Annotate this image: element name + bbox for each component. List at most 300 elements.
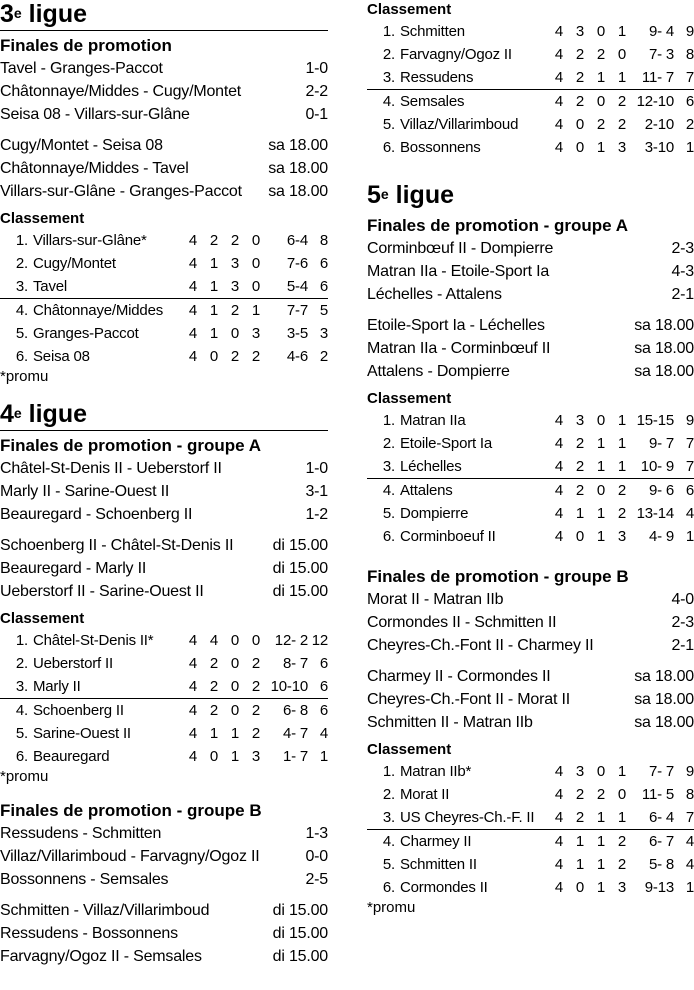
standings-title: Classement (367, 390, 452, 407)
standings-team: Cormondes II (400, 879, 488, 896)
standings-rank: 1. (15, 232, 28, 249)
standings-title: Classement (367, 1, 452, 18)
standings-team: Beauregard (33, 748, 110, 765)
standings-played: 4 (188, 655, 197, 672)
fixture-score: sa 18.00 (634, 691, 694, 708)
standings-played: 4 (542, 806, 563, 830)
spacer (367, 306, 694, 314)
result-score: 4-0 (671, 591, 694, 608)
standings-rank: 3. (0, 275, 33, 299)
result-teams: Bossonnens - Semsales (0, 871, 169, 888)
standings-goals: 4- 7 (282, 725, 308, 742)
result-score: 1-3 (305, 825, 328, 842)
standings-losses: 3 (617, 528, 626, 545)
result-score: 2-5 (305, 871, 328, 888)
standings-goals: 11- 7 (626, 66, 674, 90)
result-score: 2-3 (671, 240, 694, 257)
standings-rank: 5. (382, 116, 395, 133)
result-row (0, 868, 328, 891)
standings-table (367, 760, 694, 899)
standings-rank: 6. (382, 879, 395, 896)
standings-wins: 0 (575, 528, 584, 545)
standings-draws: 1 (584, 455, 605, 479)
fixture-row (0, 557, 328, 580)
result-row (367, 237, 694, 260)
result-teams: Beauregard - Schoenberg II (0, 506, 193, 523)
standings-played: 4 (554, 763, 563, 780)
standings-team: Cugy/Montet (33, 255, 116, 272)
standings-played: 4 (554, 482, 563, 499)
standings-wins: 2 (575, 786, 584, 803)
standings-row (0, 699, 328, 723)
standings-points: 9 (685, 412, 694, 429)
league-4-groups (0, 435, 328, 968)
standings-points: 7 (674, 455, 694, 479)
fixture-teams: Attalens - Dompierre (367, 363, 510, 380)
standings-row (367, 113, 694, 136)
standings-losses: 0 (617, 46, 626, 63)
standings-draws: 0 (230, 632, 239, 649)
standings-rank: 4. (15, 302, 28, 319)
standings-draws: 1 (584, 806, 605, 830)
standings-wins: 2 (209, 232, 218, 249)
standings-row (367, 502, 694, 525)
standings-team: Léchelles (400, 455, 542, 479)
standings-points: 5 (319, 302, 328, 319)
standings-losses: 0 (239, 275, 260, 299)
standings-row (367, 853, 694, 876)
standings-points: 4 (319, 725, 328, 742)
fixture-teams: Beauregard - Marly II (0, 560, 147, 577)
standings-losses: 0 (251, 255, 260, 272)
result-teams: Châtonnaye/Middes - Cugy/Montet (0, 83, 242, 100)
fixture-teams: Ueberstorf II - Sarine-Ouest II (0, 583, 204, 600)
group-title: Finales de promotion - groupe B (367, 567, 629, 586)
standings-draws: 1 (596, 856, 605, 873)
result-score: 2-3 (671, 614, 694, 631)
standings-losses: 1 (605, 806, 626, 830)
standings-losses: 0 (251, 232, 260, 249)
fixture-score: sa 18.00 (268, 183, 328, 200)
standings-row (367, 830, 694, 854)
standings-wins: 1 (575, 833, 584, 850)
league-4-block (0, 400, 328, 968)
standings-goals: 13-14 (636, 505, 674, 522)
league-4-title: 4e ligue (0, 400, 328, 431)
result-score: 2-2 (305, 83, 328, 100)
fixture-teams: Farvagny/Ogoz II - Semsales (0, 948, 202, 965)
standings-rank: 6. (15, 748, 28, 765)
result-teams: Villaz/Villarimboud - Farvagny/Ogoz II (0, 848, 260, 865)
standings-rank: 5. (15, 325, 28, 342)
standings-goals: 9- 6 (648, 482, 674, 499)
standings-points: 1 (685, 528, 694, 545)
fixture-row (0, 534, 328, 557)
standings-played: 4 (554, 23, 563, 40)
standings-row (367, 90, 694, 114)
standings-team: Marly II (33, 675, 176, 699)
standings-wins: 2 (563, 806, 584, 830)
standings-draws: 0 (218, 675, 239, 699)
standings-wins: 1 (209, 325, 218, 342)
standings-played: 4 (188, 302, 197, 319)
result-teams: Marly II - Sarine-Ouest II (0, 483, 170, 500)
result-teams: Matran IIa - Etoile-Sport Ia (367, 263, 550, 280)
result-row (0, 480, 328, 503)
standings-title: Classement (0, 210, 85, 227)
standings-losses: 1 (605, 66, 626, 90)
standings-draws: 1 (584, 66, 605, 90)
standings-goals: 7-7 (286, 302, 308, 319)
fixture-row (367, 314, 694, 337)
standings-row (0, 322, 328, 345)
standings-goals: 15-15 (636, 412, 674, 429)
standings-draws: 0 (596, 93, 605, 110)
standings-losses: 0 (251, 632, 260, 649)
standings-played: 4 (188, 725, 197, 742)
standings-losses: 2 (239, 675, 260, 699)
standings-wins: 0 (575, 879, 584, 896)
standings-wins: 1 (209, 725, 218, 742)
standings-points: 6 (319, 255, 328, 272)
standings-rank: 4. (382, 833, 395, 850)
standings-team: Bossonnens (400, 139, 481, 156)
standings-points: 8 (685, 786, 694, 803)
standings-goals: 9- 4 (648, 23, 674, 40)
standings-wins: 2 (575, 46, 584, 63)
standings-points: 4 (685, 833, 694, 850)
result-score: 1-2 (305, 506, 328, 523)
standings-team: Ressudens (400, 66, 542, 90)
standings-team: Dompierre (400, 505, 469, 522)
standings-wins: 0 (209, 348, 218, 365)
standings-draws: 3 (218, 275, 239, 299)
group-title: Finales de promotion (0, 36, 172, 55)
standings-points: 9 (685, 23, 694, 40)
standings-played: 4 (554, 833, 563, 850)
fixture-teams: Schoenberg II - Châtel-St-Denis II (0, 537, 234, 554)
standings-goals: 3-5 (286, 325, 308, 342)
standings-goals: 7- 3 (648, 46, 674, 63)
fixture-score: sa 18.00 (634, 714, 694, 731)
standings-wins: 2 (563, 455, 584, 479)
standings-rank: 5. (382, 856, 395, 873)
spacer (367, 657, 694, 665)
standings-row (367, 760, 694, 783)
fixture-row (367, 665, 694, 688)
fixture-row (0, 899, 328, 922)
group-title: Finales de promotion - groupe A (0, 436, 261, 455)
promotion-group (0, 800, 328, 968)
standings-draws: 1 (596, 879, 605, 896)
fixture-row (367, 688, 694, 711)
standings-goals: 5-4 (260, 275, 308, 299)
standings-row (0, 345, 328, 368)
standings-wins: 1 (197, 275, 218, 299)
fixture-score: di 15.00 (272, 583, 328, 600)
result-row (0, 57, 328, 80)
standings-points: 1 (685, 139, 694, 156)
standings-draws: 1 (596, 435, 605, 452)
result-score: 1-0 (305, 460, 328, 477)
result-teams: Cheyres-Ch.-Font II - Charmey II (367, 637, 594, 654)
standings-team: Corminboeuf II (400, 528, 496, 545)
standings-losses: 2 (617, 93, 626, 110)
standings-team: Charmey II (400, 833, 472, 850)
standings-wins: 0 (575, 139, 584, 156)
fixture-row (0, 134, 328, 157)
standings-points: 6 (685, 93, 694, 110)
standings-rank: 2. (15, 255, 28, 272)
standings-losses: 2 (251, 655, 260, 672)
standings-losses: 2 (251, 702, 260, 719)
result-row (0, 822, 328, 845)
standings-played: 4 (554, 116, 563, 133)
standings-points: 7 (674, 66, 694, 90)
standings-points: 8 (319, 232, 328, 249)
fixture-teams: Matran IIa - Corminbœuf II (367, 340, 551, 357)
result-row (0, 457, 328, 480)
standings-row (0, 252, 328, 275)
standings-wins: 1 (209, 302, 218, 319)
standings-losses: 0 (617, 786, 626, 803)
standings-rank: 2. (15, 655, 28, 672)
standings-draws: 2 (230, 348, 239, 365)
fixture-score: sa 18.00 (268, 137, 328, 154)
standings-points: 9 (685, 763, 694, 780)
standings-team: US Cheyres-Ch.-F. II (400, 806, 542, 830)
standings-goals: 10-10 (260, 675, 308, 699)
standings-rank: 2. (382, 46, 395, 63)
standings-team: Attalens (400, 482, 453, 499)
result-teams: Léchelles - Attalens (367, 286, 502, 303)
fixture-teams: Châtonnaye/Middes - Tavel (0, 160, 189, 177)
standings-draws: 0 (596, 23, 605, 40)
result-score: 0-0 (305, 848, 328, 865)
standings-played: 4 (188, 748, 197, 765)
standings-row (367, 479, 694, 503)
standings-draws: 0 (230, 702, 239, 719)
promotion-group (0, 435, 328, 786)
standings-goals: 4-6 (286, 348, 308, 365)
standings-wins: 0 (575, 116, 584, 133)
result-score: 3-1 (305, 483, 328, 500)
result-row (367, 283, 694, 306)
fixture-score: sa 18.00 (634, 317, 694, 334)
result-teams: Ressudens - Schmitten (0, 825, 162, 842)
standings-rank: 4. (382, 93, 395, 110)
standings-row (0, 722, 328, 745)
standings-draws: 0 (230, 655, 239, 672)
standings-goals: 11- 5 (641, 786, 674, 803)
standings-row (367, 20, 694, 43)
standings-losses: 1 (605, 455, 626, 479)
standings-losses: 2 (251, 725, 260, 742)
standings-played: 4 (542, 455, 563, 479)
fixture-score: sa 18.00 (634, 340, 694, 357)
standings-goals: 10- 9 (626, 455, 674, 479)
standings-points: 4 (685, 505, 694, 522)
standings-draws: 1 (230, 725, 239, 742)
standings-rank: 4. (15, 702, 28, 719)
spacer (0, 526, 328, 534)
standings-draws: 2 (230, 302, 239, 319)
standings-points: 6 (319, 655, 328, 672)
standings-goals: 4- 9 (648, 528, 674, 545)
standings-team: Farvagny/Ogoz II (400, 46, 512, 63)
result-teams: Châtel-St-Denis II - Ueberstorf II (0, 460, 222, 477)
league-3-groups (0, 35, 328, 386)
result-teams: Tavel - Granges-Paccot (0, 60, 163, 77)
standings-losses: 1 (617, 23, 626, 40)
standings-goals: 3-10 (644, 139, 674, 156)
standings-rank: 6. (15, 348, 28, 365)
standings-losses: 2 (617, 116, 626, 133)
promotion-note: *promu (0, 368, 49, 385)
right-column (367, 0, 694, 917)
result-row (367, 260, 694, 283)
standings-table (0, 229, 328, 368)
standings-points: 6 (319, 702, 328, 719)
standings-played: 4 (554, 435, 563, 452)
standings-rank: 6. (382, 528, 395, 545)
promotion-note: *promu (0, 768, 49, 785)
standings-rank: 3. (0, 675, 33, 699)
standings-goals: 7- 7 (648, 763, 674, 780)
standings-played: 4 (542, 66, 563, 90)
standings-losses: 2 (251, 348, 260, 365)
standings-rank: 4. (382, 482, 395, 499)
result-row (0, 503, 328, 526)
standings-wins: 0 (209, 748, 218, 765)
standings-team: Châtel-St-Denis II* (33, 632, 154, 649)
standings-points: 6 (308, 275, 328, 299)
promotion-group (0, 35, 328, 386)
standings-wins: 3 (575, 763, 584, 780)
fixture-score: di 15.00 (272, 560, 328, 577)
standings-row (367, 66, 694, 90)
standings-draws: 3 (230, 255, 239, 272)
standings-draws: 0 (230, 325, 239, 342)
standings-played: 4 (188, 325, 197, 342)
standings-row (367, 432, 694, 455)
standings-played: 4 (554, 856, 563, 873)
standings-points: 2 (319, 348, 328, 365)
standings-played: 4 (554, 46, 563, 63)
fixture-score: sa 18.00 (634, 668, 694, 685)
standings-draws: 0 (596, 482, 605, 499)
standings-played: 4 (554, 786, 563, 803)
fixture-score: sa 18.00 (268, 160, 328, 177)
result-teams: Cormondes II - Schmitten II (367, 614, 557, 631)
standings-played: 4 (176, 675, 197, 699)
standings-draws: 1 (230, 748, 239, 765)
standings-rank: 3. (367, 806, 400, 830)
fixture-row (0, 157, 328, 180)
fixture-row (0, 945, 328, 968)
standings-wins: 1 (575, 505, 584, 522)
standings-team: Schmitten II (400, 856, 477, 873)
standings-wins: 2 (575, 93, 584, 110)
standings-rank: 5. (15, 725, 28, 742)
standings-rank: 2. (382, 435, 395, 452)
fixture-teams: Etoile-Sport Ia - Léchelles (367, 317, 545, 334)
standings-wins: 4 (209, 632, 218, 649)
league-5-title: 5e ligue (367, 181, 454, 209)
standings-goals: 6- 7 (648, 833, 674, 850)
standings-team: Etoile-Sport Ia (400, 435, 493, 452)
standings-row (367, 806, 694, 830)
standings-row (0, 299, 328, 323)
standings-losses: 3 (251, 748, 260, 765)
standings-goals: 6- 8 (282, 702, 308, 719)
standings-points: 6 (308, 675, 328, 699)
fixture-teams: Ressudens - Bossonnens (0, 925, 178, 942)
standings-losses: 1 (617, 412, 626, 429)
result-score: 2-1 (671, 637, 694, 654)
standings-played: 4 (188, 232, 197, 249)
league-3-title: 3e ligue (0, 0, 328, 31)
standings-team: Sarine-Ouest II (33, 725, 131, 742)
result-teams: Corminbœuf II - Dompierre (367, 240, 554, 257)
promotion-note: *promu (367, 899, 416, 916)
group-title: Finales de promotion - groupe A (367, 216, 628, 235)
standings-row (367, 783, 694, 806)
fixture-teams: Cugy/Montet - Seisa 08 (0, 137, 163, 154)
result-row (367, 611, 694, 634)
standings-wins: 3 (575, 412, 584, 429)
standings-played: 4 (188, 632, 197, 649)
standings-losses: 2 (617, 482, 626, 499)
promotion-group-standings (367, 0, 694, 159)
fixture-teams: Charmey II - Cormondes II (367, 668, 551, 685)
standings-row (0, 675, 328, 699)
standings-row (0, 275, 328, 299)
standings-team: Semsales (400, 93, 465, 110)
standings-points: 1 (685, 879, 694, 896)
standings-draws: 2 (596, 116, 605, 133)
spacer (0, 126, 328, 134)
standings-wins: 2 (209, 655, 218, 672)
standings-wins: 3 (575, 23, 584, 40)
standings-wins: 2 (563, 66, 584, 90)
standings-goals: 2-10 (644, 116, 674, 133)
standings-points: 7 (674, 806, 694, 830)
standings-row (0, 652, 328, 675)
standings-draws: 1 (596, 833, 605, 850)
result-score: 4-3 (671, 263, 694, 280)
result-score: 0-1 (305, 106, 328, 123)
fixture-teams: Villars-sur-Glâne - Granges-Paccot (0, 183, 242, 200)
standings-losses: 2 (617, 505, 626, 522)
standings-title: Classement (0, 610, 85, 627)
standings-goals: 9-13 (644, 879, 674, 896)
standings-draws: 0 (596, 763, 605, 780)
standings-wins: 1 (575, 856, 584, 873)
result-row (367, 588, 694, 611)
standings-draws: 1 (596, 528, 605, 545)
standings-played: 4 (188, 255, 197, 272)
standings-played: 4 (188, 348, 197, 365)
standings-team: Châtonnaye/Middes (33, 302, 164, 319)
standings-rank: 1. (382, 763, 395, 780)
standings-losses: 1 (251, 302, 260, 319)
standings-row (367, 876, 694, 899)
standings-goals: 12- 2 (274, 632, 308, 649)
standings-row (367, 455, 694, 479)
standings-points: 4 (685, 856, 694, 873)
standings-team: Ueberstorf II (33, 655, 113, 672)
